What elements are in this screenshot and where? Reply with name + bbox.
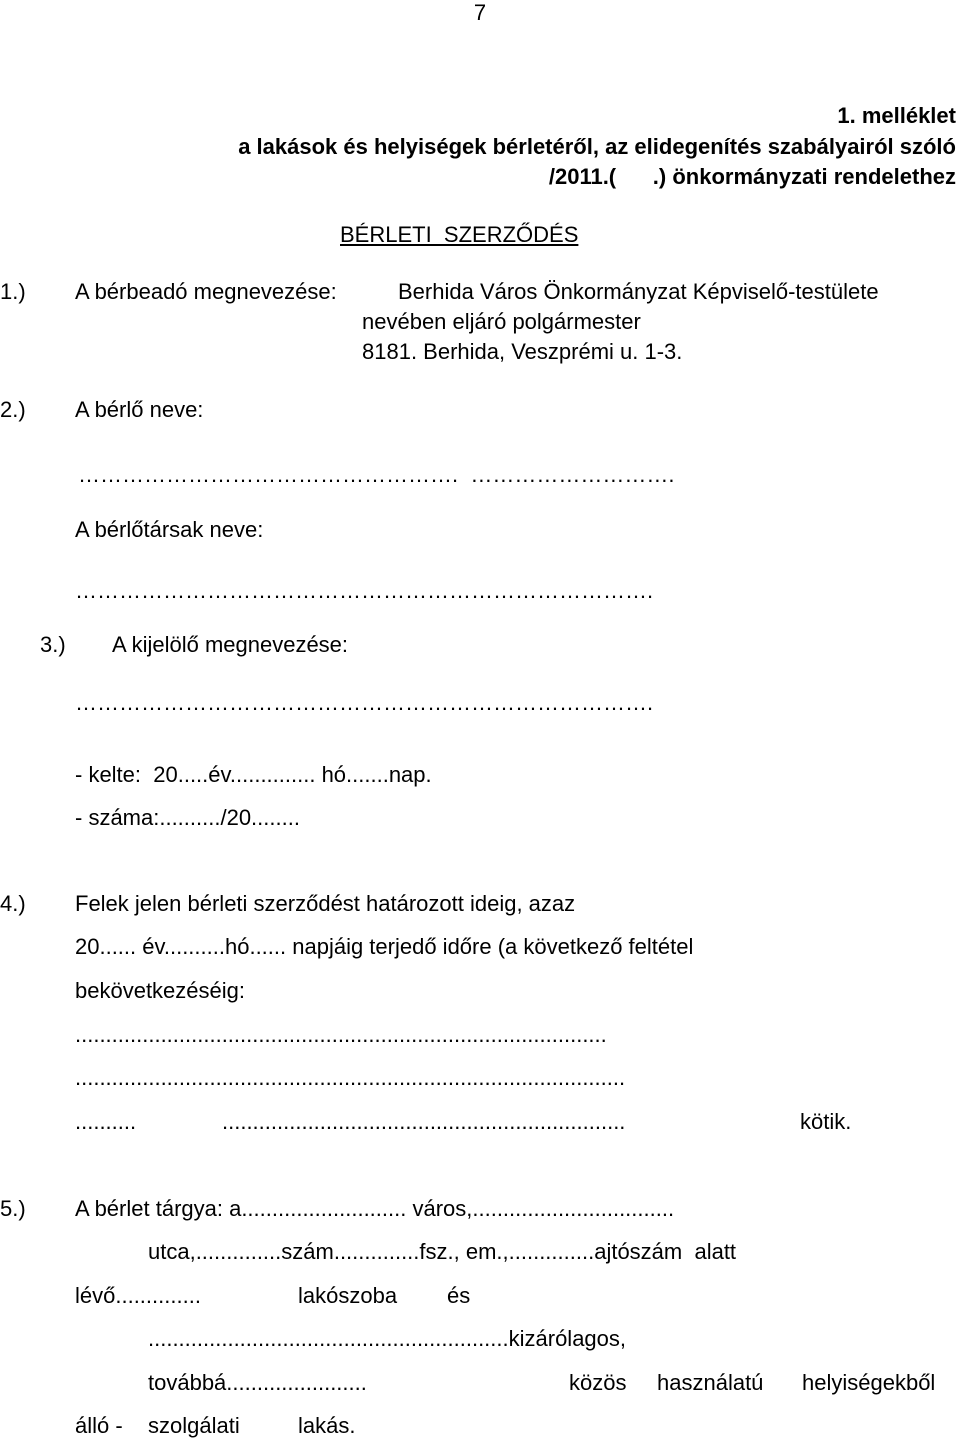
subject-line-4: ...........................................................kizárólagos,	[148, 1326, 627, 1351]
subject-line-5a: továbbá.......................	[148, 1370, 367, 1395]
subject-line-1: A bérlet tárgya: a........................... város,.................................	[75, 1196, 675, 1221]
subject-line-5c: használatú	[657, 1370, 764, 1395]
lessor-label: A bérbeadó megnevezése:	[75, 279, 337, 304]
section-number: 3.)	[40, 632, 66, 657]
subject-line-5b: közös	[569, 1370, 627, 1395]
term-dots-2: ..........................................................................................	[75, 1065, 626, 1090]
term-line-1: Felek jelen bérleti szerződést határozott ideig, azaz	[75, 891, 576, 916]
designator-dots: …………………………………………………………………….	[75, 690, 654, 715]
cotenant-label: A bérlőtársak neve:	[75, 517, 264, 542]
term-dots-1: .......................................................................................	[75, 1022, 607, 1047]
subject-line-5d: helyiségekből	[802, 1370, 936, 1395]
subject-line-6c: lakás.	[298, 1413, 356, 1438]
annex-line-2: a lakások és helyiségek bérletéről, az elidegenítés szabályairól szóló	[238, 134, 956, 159]
annex-line-1: 1. melléklet	[837, 103, 956, 128]
designation-date: - kelte: 20.....év.............. hó.......nap.	[75, 762, 432, 787]
term-line-2: 20...... év..........hó...... napjáig terjedő időre (a következő feltétel	[75, 934, 694, 959]
annex-line-3: /2011.( .) önkormányzati rendelethez	[548, 164, 956, 189]
tenant-dots: ……………………………………………. ……………………….	[78, 462, 675, 487]
term-dots-3b: ..................................................................	[222, 1109, 626, 1134]
subject-line-6a: álló -	[75, 1413, 123, 1438]
section-number: 2.)	[0, 397, 26, 422]
term-end: kötik.	[800, 1109, 852, 1134]
lessor-name: Berhida Város Önkormányzat Képviselő-testülete	[398, 279, 879, 304]
subject-line-3c: és	[447, 1283, 471, 1308]
lessor-address: 8181. Berhida, Veszprémi u. 1-3.	[362, 339, 683, 364]
section-number: 4.)	[0, 891, 26, 916]
subject-line-6b: szolgálati	[148, 1413, 240, 1438]
cotenant-dots: …………………………………………………………………….	[75, 578, 654, 603]
subject-line-2: utca,..............szám..............fsz., em.,..............ajtószám alatt	[148, 1239, 737, 1264]
subject-line-3b: lakószoba	[298, 1283, 398, 1308]
term-line-3: bekövetkezéséig:	[75, 978, 245, 1003]
tenant-label: A bérlő neve:	[75, 397, 204, 422]
designator-label: A kijelölő megnevezése:	[112, 632, 349, 657]
page-number: 7	[473, 0, 487, 25]
term-dots-3a: ..........	[75, 1109, 137, 1134]
section-number: 5.)	[0, 1196, 26, 1221]
contract-title: BÉRLETI SZERZŐDÉS	[340, 222, 579, 247]
section-number: 1.)	[0, 279, 26, 304]
lessor-representative: nevében eljáró polgármester	[362, 309, 641, 334]
subject-line-3a: lévő..............	[75, 1283, 201, 1308]
designation-number: - száma:........../20........	[75, 805, 300, 830]
